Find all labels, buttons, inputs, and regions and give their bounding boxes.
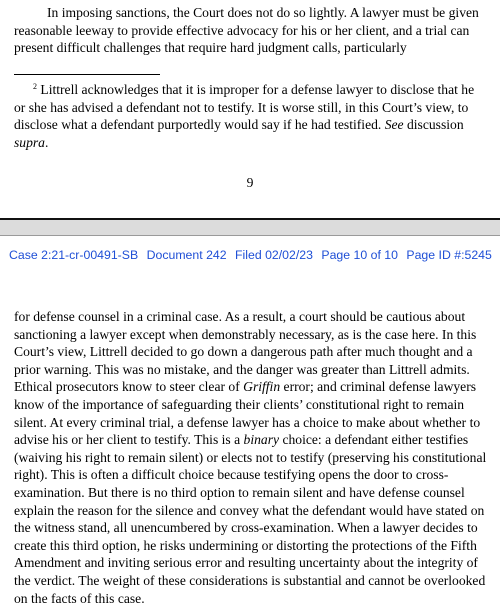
case-number: Case 2:21-cr-00491-SB bbox=[9, 248, 139, 262]
footnote bbox=[14, 81, 488, 151]
paragraph-part-3: choice: a defendant either testifies (waiving his right to remain silent) or elects not to testify (preserving his constitutional right). This is often a difficult choice because testifying opens the door to cross-examination. But there is no third option to remain silent and have defense counsel explain the reason for the silence and convey what the defendant would have stated on the witness stand, all unencumbered by cross-examination. When a lawyer decides to create this third option, he risks undermining or distorting the protections of the Fifth Amendment and inviting serious error and resulting uncertainty about the integrity of the verdict. The weight of these considerations is substantial and cannot be overlooked on the facts of this case. bbox=[14, 432, 487, 606]
footnote-text: Littrell acknowledges that it is improper for a defense lawyer to disclose that he or she has advised a defendant not to testify. It is worse still, in this Court’s view, to disclose what a defendant purportedly would say if he had testified. bbox=[14, 82, 475, 133]
page-break-separator bbox=[0, 218, 500, 236]
paragraph-continuation-top: In imposing sanctions, the Court does not do so lightly. A lawyer must be given reasonable leeway to provide effective advocacy for his or her client, and a trial can present difficult challenges that require hard judgment calls, particularly bbox=[14, 5, 479, 56]
case-header bbox=[9, 248, 497, 263]
footnote-see: See bbox=[384, 117, 404, 133]
footnote-divider bbox=[14, 74, 160, 75]
page-number: 9 bbox=[246, 175, 254, 190]
footnote-supra: supra bbox=[14, 134, 45, 150]
paragraph-part-1: for defense counsel in a criminal case. As a result, a court should be cautious about sanctioning a lawyer except when demonstrably necessary, as is the case here. In this Court’s view, Littrell decided to go down a dangerous path after much thought and a prior warning. This was no mistake, and the danger was greater than Littrell admits. Ethical prosecutors know to steer clear of bbox=[14, 309, 477, 395]
page-count: Page 10 of 10 bbox=[321, 248, 398, 262]
footnote-end: . bbox=[44, 134, 49, 150]
page-id: Page ID #:5245 bbox=[406, 248, 492, 262]
paragraph-continuation-bottom bbox=[14, 308, 488, 607]
griffin-italic: Griffin bbox=[243, 379, 281, 395]
filed-date: Filed 02/02/23 bbox=[235, 248, 313, 262]
footnote-marker: 2 bbox=[33, 82, 37, 91]
document-number: Document 242 bbox=[146, 248, 227, 262]
paragraph-part-2: error; and criminal defense lawyers know of the importance of safeguarding their clients’ constitutional right to remain silent. At every criminal trial, a defense lawyer has a choice to make about whether to advise his or her client to testify. This is a bbox=[14, 379, 481, 448]
binary-italic: binary bbox=[243, 432, 280, 448]
footnote-discussion: discussion bbox=[403, 117, 464, 133]
previous-page bbox=[0, 0, 500, 218]
